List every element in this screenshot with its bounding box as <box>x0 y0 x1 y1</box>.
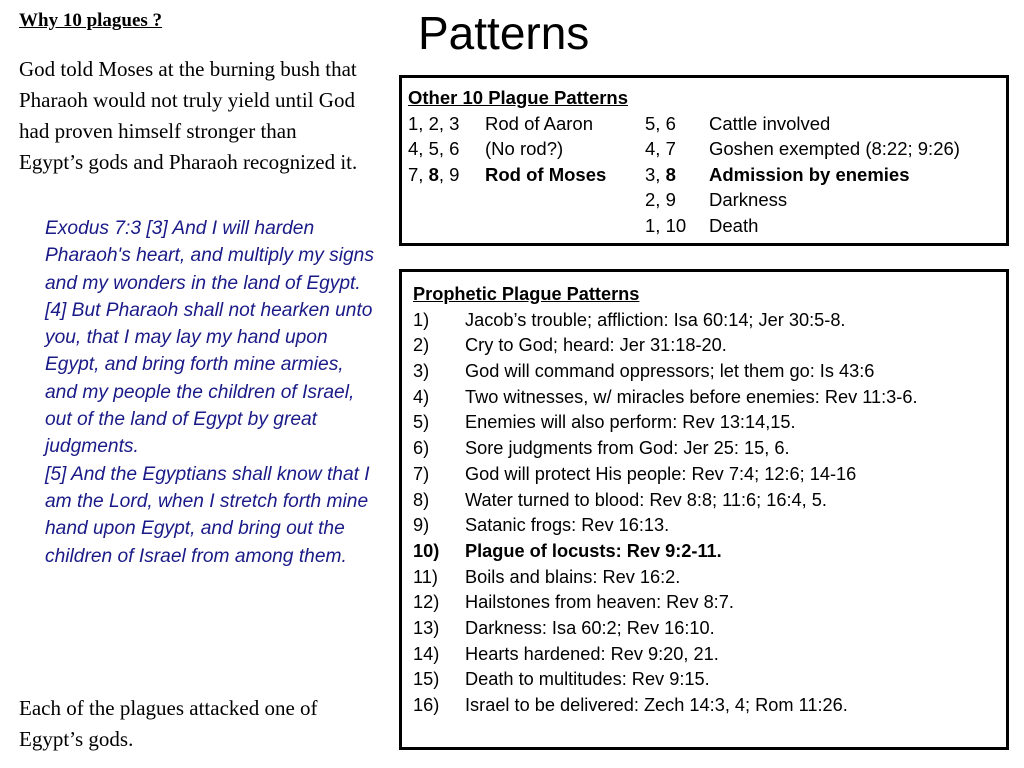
pattern-row <box>408 213 1006 239</box>
list-item <box>413 385 1006 411</box>
list-item-number: 3) <box>413 361 430 382</box>
scripture-verse-3: Exodus 7:3 [3] And I will harden Pharaoh's heart, and multiply my signs and my wonders in the land of Egypt. <box>45 218 374 294</box>
list-item-number: 15) <box>413 669 440 690</box>
pattern-label: Cattle involved <box>709 112 831 134</box>
scripture-quote <box>45 215 375 570</box>
pattern-numbers: 5, 6 <box>645 112 676 134</box>
list-item <box>413 488 1006 514</box>
other-patterns-heading: Other 10 Plague Patterns <box>408 87 629 108</box>
list-item <box>413 436 1006 462</box>
list-item-text: God will protect His people: Rev 7:4; 12:6; 14-16 <box>465 463 857 484</box>
pattern-label: Rod of Aaron <box>485 112 593 134</box>
pattern-numbers: 2, 9 <box>645 189 676 211</box>
scripture-verse-5: [5] And the Egyptians shall know that I am the Lord, when I stretch forth mine hand upon Egypt, and bring out the children of Israel from among them. <box>45 463 370 567</box>
list-item-text: Sore judgments from God: Jer 25: 15, 6. <box>465 438 790 459</box>
list-item <box>413 667 1006 693</box>
prophetic-patterns-box <box>399 269 1009 750</box>
pattern-label: Admission by enemies <box>709 163 910 185</box>
list-item-number: 7) <box>413 463 430 484</box>
list-item-text: Satanic frogs: Rev 16:13. <box>465 515 670 536</box>
list-item <box>413 462 1006 488</box>
list-item-text: Enemies will also perform: Rev 13:14,15. <box>465 412 796 433</box>
page-title: Patterns <box>418 7 590 59</box>
list-item-number: 8) <box>413 489 430 510</box>
prophetic-list <box>413 308 1006 719</box>
list-item-text: God will command oppressors; let them go: Is 43:6 <box>465 361 875 382</box>
list-item-number: 16) <box>413 695 440 716</box>
list-item-number: 2) <box>413 335 430 356</box>
intro-paragraph: God told Moses at the burning bush that Pharaoh would not truly yield until God had proven himself stronger than Egypt’s gods and Pharaoh recognized it. <box>19 57 358 174</box>
list-item-text: Two witnesses, w/ miracles before enemies: Rev 11:3-6. <box>465 386 918 407</box>
other-patterns-box <box>399 75 1009 246</box>
list-item <box>413 642 1006 668</box>
list-item-text: Death to multitudes: Rev 9:15. <box>465 669 710 690</box>
list-item <box>413 513 1006 539</box>
list-item <box>413 333 1006 359</box>
list-item-text: Israel to be delivered: Zech 14:3, 4; Rom 11:26. <box>465 695 848 716</box>
list-item <box>413 565 1006 591</box>
left-heading: Why 10 plagues ? <box>19 10 163 31</box>
pattern-label: Goshen exempted (8:22; 9:26) <box>709 138 960 160</box>
list-item-number: 11) <box>413 566 438 587</box>
pattern-label: (No rod?) <box>485 138 564 160</box>
list-item-text: Cry to God; heard: Jer 31:18-20. <box>465 335 727 356</box>
scripture-verse-4: [4] But Pharaoh shall not hearken unto you, that I may lay my hand upon Egypt, and bring forth mine armies, and my people the children of Israel, out of the land of Egypt by great judgments. <box>45 299 373 458</box>
pattern-row <box>408 136 1006 162</box>
pattern-row <box>408 111 1006 137</box>
list-item <box>413 308 1006 334</box>
list-item <box>413 616 1006 642</box>
list-item-number: 9) <box>413 515 430 536</box>
pattern-numbers: 1, 10 <box>645 214 687 236</box>
pattern-row <box>408 162 1006 188</box>
list-item-number: 6) <box>413 438 430 459</box>
pattern-numbers: 1, 2, 3 <box>408 112 460 134</box>
list-item-number: 5) <box>413 412 430 433</box>
list-item-text: Darkness: Isa 60:2; Rev 16:10. <box>465 617 715 638</box>
list-item-text: Boils and blains: Rev 16:2. <box>465 566 681 587</box>
list-item-number: 14) <box>413 643 440 664</box>
pattern-numbers: 3, 8 <box>645 163 676 185</box>
list-item-text: Water turned to blood: Rev 8:8; 11:6; 16:4, 5. <box>465 489 827 510</box>
list-item-text: Plague of locusts: Rev 9:2-11. <box>465 540 722 561</box>
list-item <box>413 359 1006 385</box>
pattern-label: Darkness <box>709 189 788 211</box>
list-item-text: Jacob’s trouble; affliction: Isa 60:14; Jer 30:5-8. <box>465 309 846 330</box>
list-item <box>413 539 1006 565</box>
list-item-number: 10) <box>413 540 440 561</box>
list-item-number: 1) <box>413 309 430 330</box>
list-item-text: Hearts hardened: Rev 9:20, 21. <box>465 643 719 664</box>
outro-paragraph: Each of the plagues attacked one of Egypt’s gods. <box>19 696 318 751</box>
pattern-label: Rod of Moses <box>485 163 607 185</box>
list-item <box>413 410 1006 436</box>
pattern-numbers: 4, 5, 6 <box>408 138 460 160</box>
prophetic-patterns-heading: Prophetic Plague Patterns <box>413 284 640 304</box>
list-item-number: 12) <box>413 592 440 613</box>
pattern-numbers: 4, 7 <box>645 138 676 160</box>
list-item-text: Hailstones from heaven: Rev 8:7. <box>465 592 734 613</box>
list-item-number: 4) <box>413 386 430 407</box>
list-item <box>413 590 1006 616</box>
pattern-label: Death <box>709 214 759 236</box>
list-item <box>413 693 1006 719</box>
pattern-row <box>408 187 1006 213</box>
list-item-number: 13) <box>413 617 440 638</box>
pattern-numbers: 7, 8, 9 <box>408 163 460 185</box>
